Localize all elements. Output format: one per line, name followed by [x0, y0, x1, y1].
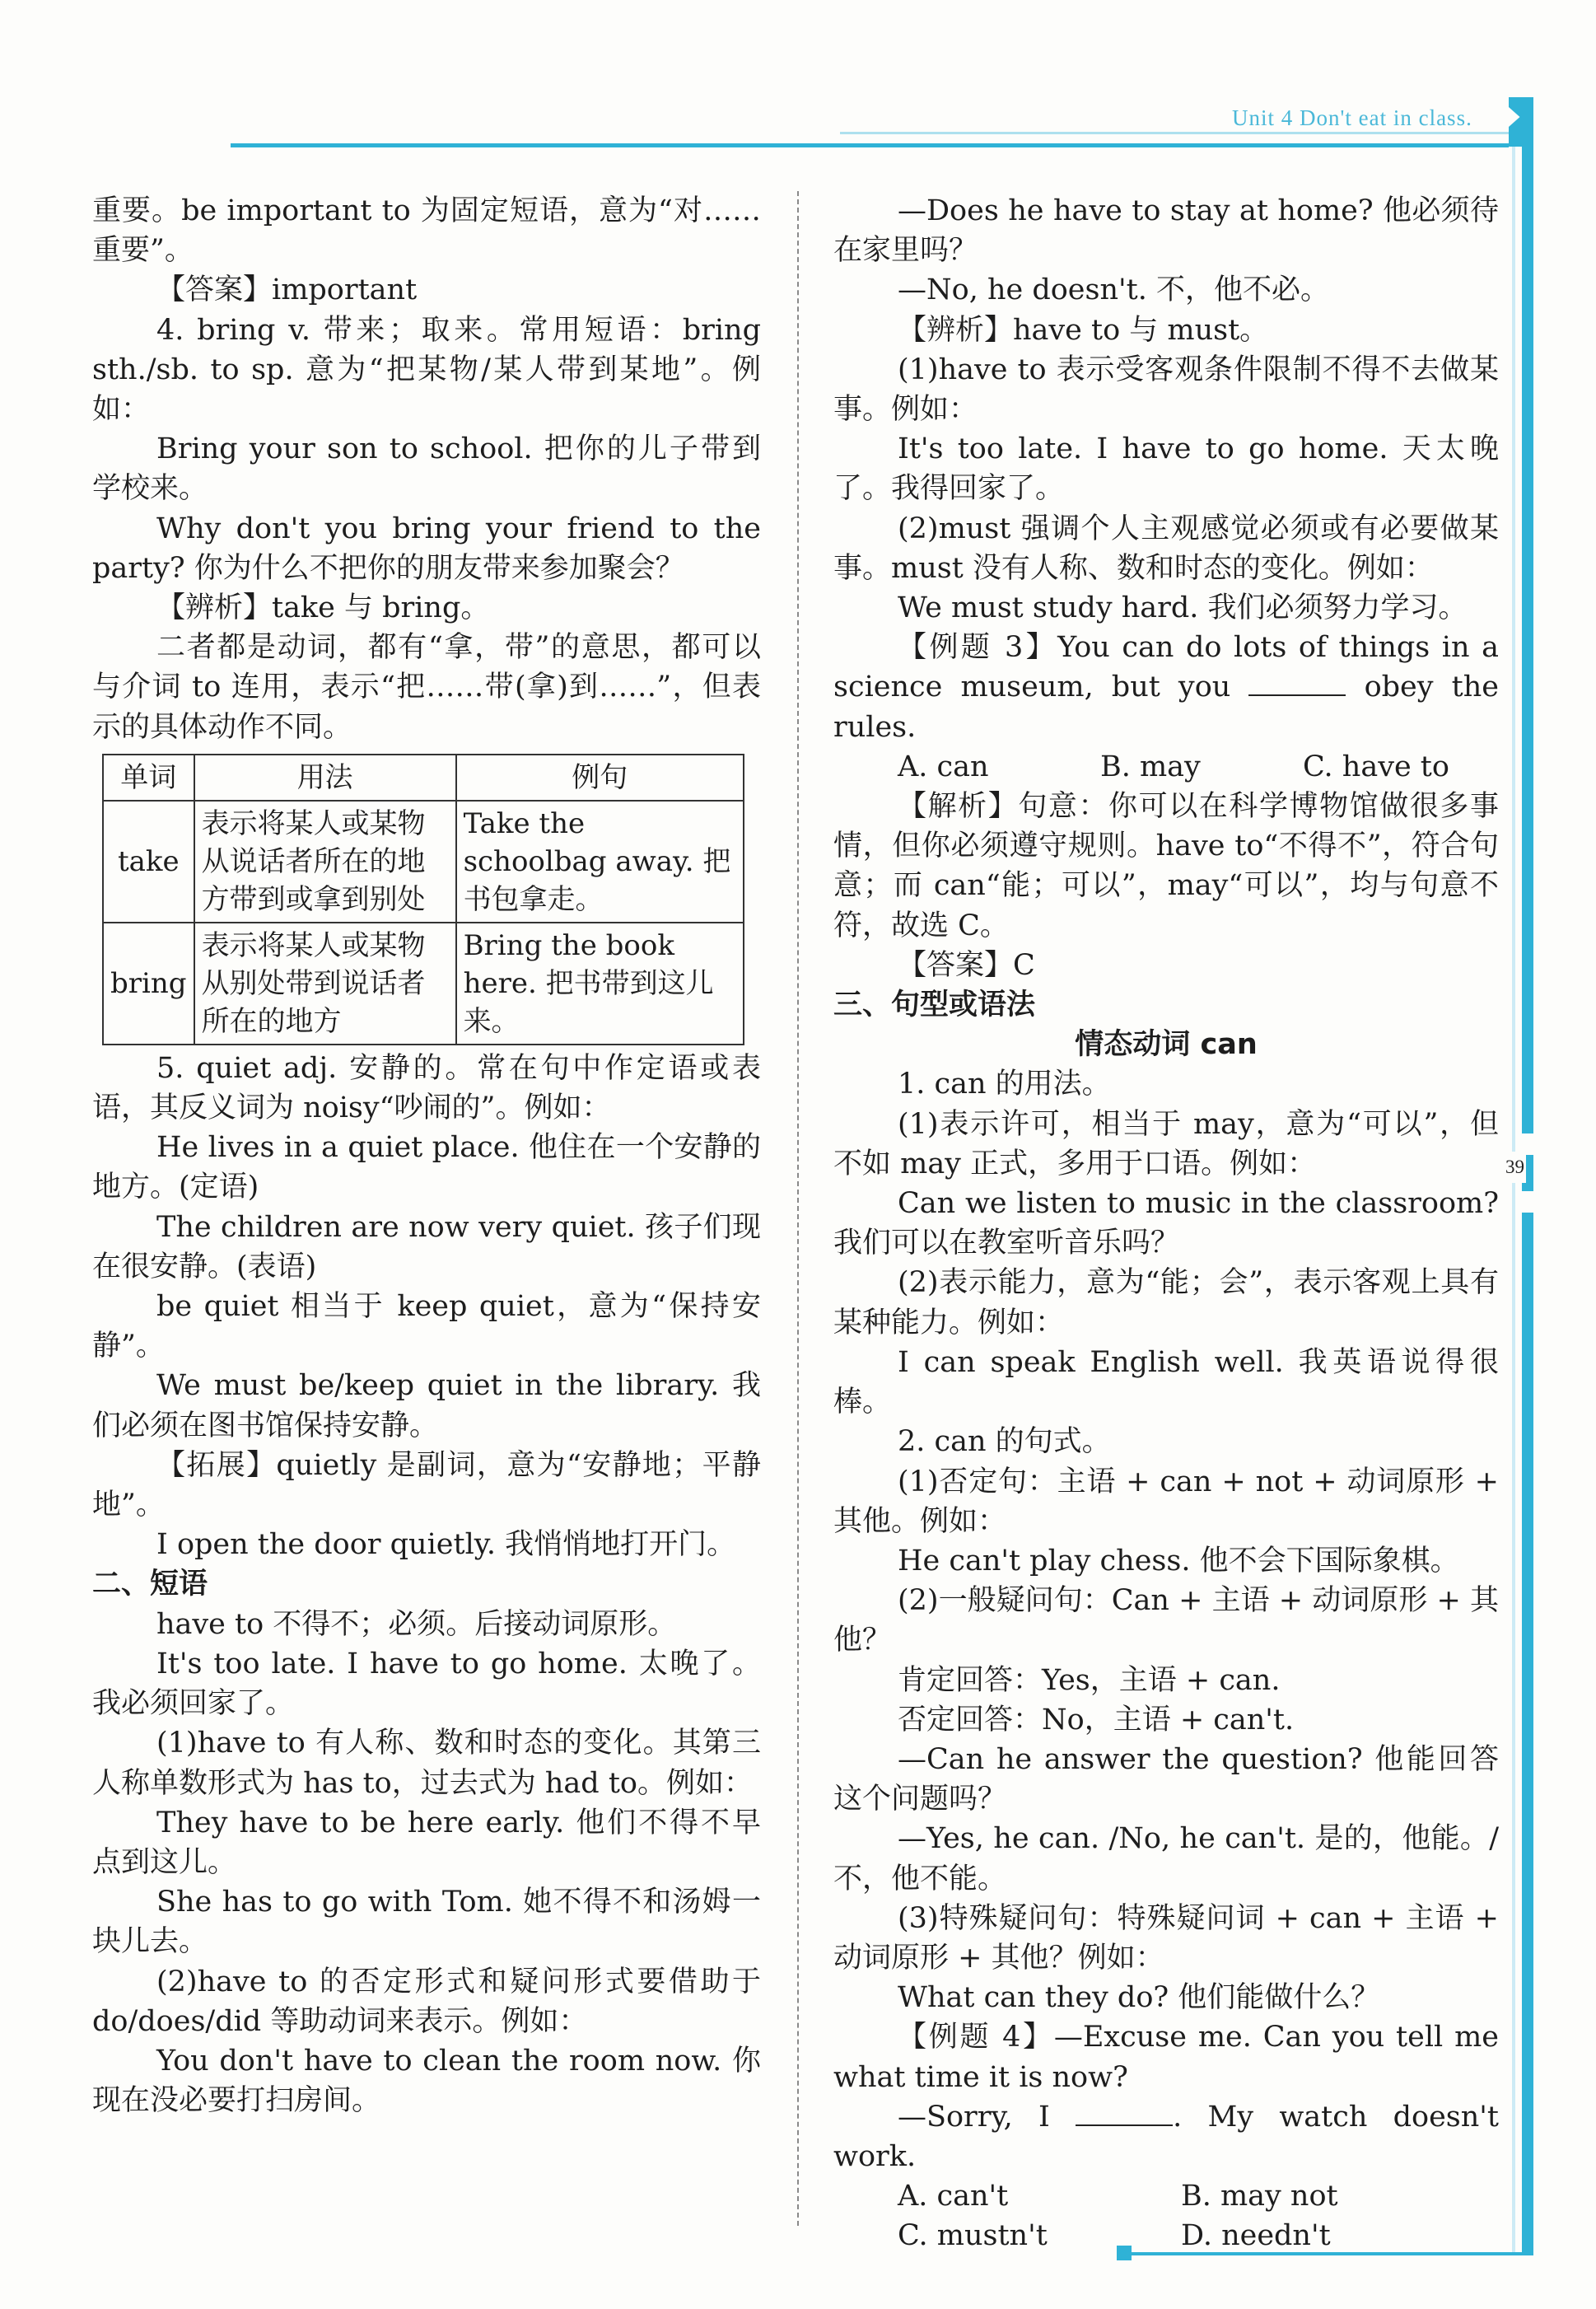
- table-cell-usage: 表示将某人或某物从别处带到说话者所在的地方: [194, 923, 456, 1045]
- exercise-3-stem-end: obey the rules.: [833, 671, 1499, 744]
- grammar-point: 1. can 的用法。: [898, 1068, 1111, 1101]
- take-bring-table: [102, 754, 744, 1045]
- example-sentence: What can they do? 他们能做什么？: [898, 1981, 1380, 2015]
- answer-blank: [1248, 670, 1346, 696]
- section-heading-phrases: 二、短语: [92, 1568, 208, 1601]
- unit-title: Unit 4 Don't eat in class.: [1232, 105, 1472, 130]
- table-cell-word: bring: [103, 923, 194, 1045]
- exercise-3-options: [833, 747, 1499, 787]
- option-c: C. have to: [1303, 750, 1449, 783]
- exercise-4-question: 【例题 4】—Excuse me. Can you tell me what time it is now?: [833, 2021, 1499, 2094]
- example-sentence: I can speak English well. 我英语说得很棒。: [833, 1345, 1499, 1419]
- example-sentence: The children are now very quiet. 孩子们现在很安静。(表语): [92, 1210, 761, 1283]
- exercise-4-reply-start: —Sorry, I: [898, 2100, 1050, 2134]
- example-sentence: It's too late. I have to go home. 太晚了。我必须回家了。: [92, 1647, 761, 1721]
- paragraph: be quiet 相当于 keep quiet，意为“保持安静”。: [92, 1290, 761, 1363]
- exercise-4-options-row1: [833, 2176, 1499, 2216]
- paragraph: (2)have to 的否定形式和疑问形式要借助于 do/does/did 等助动词来表示。例如：: [92, 1965, 761, 2038]
- paragraph: (3)特殊疑问句：特殊疑问词 + can + 主语 + 动词原形 + 其他？例如：: [833, 1901, 1499, 1975]
- paragraph: (2)表示能力，意为“能；会”，表示客观上具有某种能力。例如：: [833, 1266, 1499, 1339]
- example-sentence: She has to go with Tom. 她不得不和汤姆一块儿去。: [92, 1886, 761, 1959]
- option-d: D. needn't: [1181, 2219, 1331, 2253]
- option-b: B. may: [1100, 750, 1201, 783]
- option-a: A. can't: [898, 2180, 1009, 2213]
- grammar-topic-title: 情态动词 can: [1075, 1028, 1258, 1062]
- example-sentence: You don't have to clean the room now. 你现在没必要打扫房间。: [92, 2044, 761, 2118]
- option-b: B. may not: [1181, 2180, 1338, 2213]
- comparison-heading: 【辨析】have to 与 must。: [898, 313, 1269, 347]
- header-rule-thin: [840, 132, 1509, 134]
- table-cell-usage: 表示将某人或某物从说话者所在的地方带到或拿到别处: [194, 801, 456, 923]
- comparison-heading: 【辨析】take 与 bring。: [156, 591, 490, 625]
- exercise-4-reply: [833, 2097, 1499, 2176]
- header-tab-marker: [1509, 97, 1533, 147]
- paragraph: 重要。be important to 为固定短语，意为“对……重要”。: [92, 194, 761, 268]
- table-row: [103, 801, 744, 923]
- paragraph: (1)否定句：主语 + can + not + 动词原形 + 其他。例如：: [833, 1465, 1499, 1538]
- example-sentence: —No, he doesn't. 不，他不必。: [898, 273, 1329, 307]
- header-rule: [231, 143, 1509, 147]
- paragraph: 二者都是动词，都有“拿，带”的意思，都可以与介词 to 连用，表示“把……带(拿)到……”，但表示的具体动作不同。: [92, 631, 761, 744]
- answer-blank: [1076, 2100, 1173, 2126]
- option-c: C. mustn't: [898, 2219, 1048, 2253]
- table-row: [103, 923, 744, 1045]
- vocab-entry-quiet: 5. quiet adj. 安静的。常在句中作定语或表语，其反义词为 noisy“吵闹的”。例如：: [92, 1051, 761, 1125]
- example-sentence: —Can he answer the question? 他能回答这个问题吗？: [833, 1742, 1499, 1816]
- page-number: 39: [1504, 1152, 1526, 1183]
- explanation: 【解析】句意：你可以在科学博物馆做很多事情，但你必须遵守规则。have to“不得不”，符合句意；而 can“能；可以”，may“可以”，均与句意不符，故选 C。: [833, 790, 1499, 942]
- table-cell-example: Bring the book here. 把书带到这儿来。: [456, 923, 744, 1045]
- table-header-cell: 单词: [103, 755, 194, 801]
- table-cell-word: take: [103, 801, 194, 923]
- example-sentence: Why don't you bring your friend to the party? 你为什么不把你的朋友带来参加聚会？: [92, 512, 761, 585]
- table-header-cell: 用法: [194, 755, 456, 801]
- left-column: [92, 191, 761, 2120]
- section-heading-grammar: 三、句型或语法: [833, 989, 1036, 1022]
- paragraph: (1)have to 表示受客观条件限制不得不去做某事。例如：: [833, 353, 1499, 427]
- short-answer: 肯定回答：Yes，主语 + can.: [898, 1663, 1281, 1697]
- option-a: A. can: [898, 750, 989, 783]
- page-number-notch-bottom: [1522, 1191, 1533, 1213]
- paragraph: (1)have to 有人称、数和时态的变化。其第三人称单数形式为 has to，过去式为 had to。例如：: [92, 1727, 761, 1800]
- example-sentence: He can't play chess. 他不会下国际象棋。: [898, 1544, 1459, 1578]
- answer-line: 【答案】C: [898, 948, 1035, 982]
- example-sentence: They have to be here early. 他们不得不早点到这儿。: [92, 1806, 761, 1879]
- example-sentence: I open the door quietly. 我悄悄地打开门。: [156, 1528, 736, 1562]
- extension-note: 【拓展】quietly 是副词，意为“安静地；平静地”。: [92, 1448, 761, 1522]
- table-header-row: [103, 755, 744, 801]
- paragraph: (2)must 强调个人主观感觉必须或有必要做某事。must 没有人称、数和时态的变化。例如：: [833, 512, 1499, 585]
- right-edge-rule-thin: [1512, 147, 1515, 2255]
- table-cell-example: Take the schoolbag away. 把书包拿走。: [456, 801, 744, 923]
- phrase-entry-have-to: have to 不得不；必须。后接动词原形。: [156, 1607, 677, 1641]
- vocab-entry-bring: 4. bring v. 带来；取来。常用短语：bring sth./sb. to sp. 意为“把某物/某人带到某地”。例如：: [92, 313, 761, 427]
- table-header-cell: 例句: [456, 755, 744, 801]
- example-sentence: —Does he have to stay at home? 他必须待在家里吗？: [833, 194, 1499, 268]
- grammar-point: 2. can 的句式。: [898, 1425, 1111, 1459]
- paragraph: (1)表示许可，相当于 may，意为“可以”，但不如 may 正式，多用于口语。例如：: [833, 1107, 1499, 1180]
- example-sentence: —Yes, he can. /No, he can't. 是的，他能。/不，他不能。: [833, 1822, 1499, 1895]
- exercise-3-question: [833, 628, 1499, 747]
- exercise-3-stem: 【例题 3】You can do lots of things in a science museum, but you: [833, 631, 1499, 704]
- column-divider: [797, 191, 799, 2226]
- example-sentence: We must be/keep quiet in the library. 我们必须在图书馆保持安静。: [92, 1369, 761, 1442]
- exercise-4-options-row2: [833, 2216, 1499, 2255]
- example-sentence: It's too late. I have to go home. 天太晚了。我得回家了。: [833, 432, 1499, 506]
- exercise-4-reply-end: . My watch doesn't work.: [833, 2100, 1499, 2173]
- paragraph: (2)一般疑问句：Can + 主语 + 动词原形 + 其他？: [833, 1584, 1499, 1657]
- short-answer: 否定回答：No，主语 + can't.: [898, 1703, 1295, 1736]
- example-sentence: Bring your son to school. 把你的儿子带到学校来。: [92, 432, 761, 506]
- right-column: [833, 191, 1499, 2256]
- example-sentence: We must study hard. 我们必须努力学习。: [898, 591, 1468, 625]
- answer-line: 【答案】important: [156, 273, 418, 307]
- example-sentence: He lives in a quiet place. 他住在一个安静的地方。(定语): [92, 1131, 761, 1204]
- example-sentence: Can we listen to music in the classroom? 我们可以在教室听音乐吗？: [833, 1187, 1499, 1260]
